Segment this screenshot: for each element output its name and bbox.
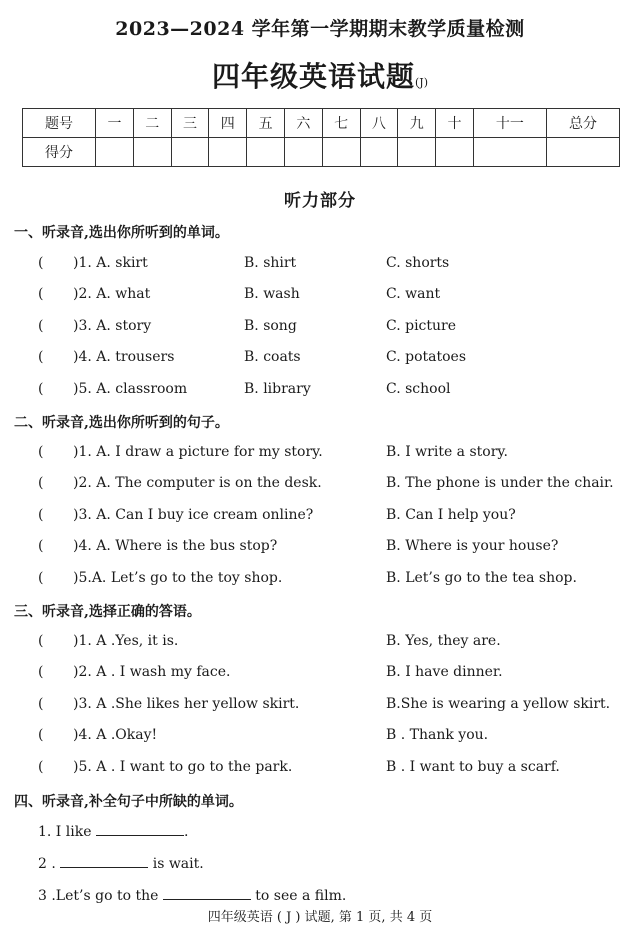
part1-option-c: C. want	[386, 286, 441, 302]
part1-option-a: )5. A. classroom	[73, 381, 188, 397]
part3-answer-paren[interactable]: (	[38, 696, 44, 712]
score-row-label: 得分	[23, 138, 96, 167]
fill-in-blank[interactable]	[163, 886, 251, 900]
sentence-prefix: 3 .Let’s go to the	[38, 888, 163, 904]
main-title-suffix: (J)	[415, 76, 428, 89]
part3-option-b: B. I have dinner.	[386, 664, 503, 680]
sentence-suffix: is wait.	[148, 856, 204, 872]
part2-option-a: )2. A. The computer is on the desk.	[73, 475, 322, 491]
score-entry-cell[interactable]	[322, 138, 360, 167]
score-cell: 三	[171, 109, 209, 138]
part3-option-a: )2. A . I wash my face.	[73, 664, 231, 680]
sentence-suffix: .	[183, 824, 189, 840]
part3-title: 三、听录音,选择正确的答语。	[14, 604, 201, 620]
part1-option-b: B. wash	[244, 286, 300, 302]
score-entry-cell[interactable]	[546, 138, 619, 167]
score-entry-cell[interactable]	[473, 138, 546, 167]
part2-option-a: )5.A. Let’s go to the toy shop.	[73, 570, 283, 586]
score-cell: 十一	[473, 109, 546, 138]
part1-option-c: C. potatoes	[386, 349, 467, 365]
part2-option-b: B. Can I help you?	[386, 507, 516, 523]
listening-section-heading: 听力部分	[284, 191, 356, 211]
part3-answer-paren[interactable]: (	[38, 633, 44, 649]
part1-title: 一、听录音,选出你所听到的单词。	[14, 225, 229, 241]
score-entry-cell[interactable]	[171, 138, 209, 167]
exam-main-title	[0, 55, 640, 95]
part1-option-b: B. shirt	[244, 255, 297, 271]
part1-answer-paren[interactable]: (	[38, 255, 44, 271]
fill-in-blank[interactable]	[96, 822, 184, 836]
page-footer: 四年级英语 ( J ) 试题, 第 1 页, 共 4 页	[207, 910, 433, 925]
score-table	[22, 108, 620, 167]
exam-year-title: 2023—2024 学年第一学期期末教学质量检测	[115, 18, 525, 40]
part3-option-b: B . I want to buy a scarf.	[386, 759, 560, 775]
score-cell: 九	[398, 109, 436, 138]
score-entry-cell[interactable]	[284, 138, 322, 167]
part1-option-c: C. picture	[386, 318, 457, 334]
part3-option-b: B.She is wearing a yellow skirt.	[386, 696, 611, 712]
score-entry-cell[interactable]	[209, 138, 247, 167]
score-cell: 六	[284, 109, 322, 138]
part3-option-a: )4. A .Okay!	[73, 727, 158, 743]
part2-answer-paren[interactable]: (	[38, 538, 44, 554]
score-cell: 一	[96, 109, 134, 138]
sentence-prefix: 1. I like	[38, 824, 96, 840]
score-entry-cell[interactable]	[247, 138, 285, 167]
part1-option-a: )3. A. story	[73, 318, 152, 334]
part1-option-a: )2. A. what	[73, 286, 151, 302]
sentence-suffix: to see a film.	[250, 888, 347, 904]
part4-sentence	[38, 822, 188, 840]
part2-answer-paren[interactable]: (	[38, 570, 44, 586]
part4-sentence	[38, 886, 346, 904]
part3-option-a: )3. A .She likes her yellow skirt.	[73, 696, 300, 712]
score-entry-cell[interactable]	[360, 138, 398, 167]
part1-option-b: B. song	[244, 318, 297, 334]
part3-option-b: B. Yes, they are.	[386, 633, 501, 649]
part1-answer-paren[interactable]: (	[38, 286, 44, 302]
score-table-header-row	[23, 109, 620, 138]
score-cell: 七	[322, 109, 360, 138]
score-cell: 二	[133, 109, 171, 138]
part1-answer-paren[interactable]: (	[38, 318, 44, 334]
score-cell: 五	[247, 109, 285, 138]
part2-title: 二、听录音,选出你所听到的句子。	[14, 415, 229, 431]
part2-answer-paren[interactable]: (	[38, 475, 44, 491]
score-entry-cell[interactable]	[133, 138, 171, 167]
part1-option-b: B. library	[244, 381, 311, 397]
part2-option-b: B. The phone is under the chair.	[386, 475, 614, 491]
part1-option-b: B. coats	[244, 349, 301, 365]
part1-option-a: )4. A. trousers	[73, 349, 175, 365]
part1-answer-paren[interactable]: (	[38, 381, 44, 397]
part3-option-a: )5. A . I want to go to the park.	[73, 759, 293, 775]
score-cell: 题号	[23, 109, 96, 138]
part2-option-b: B. Where is your house?	[386, 538, 559, 554]
part2-answer-paren[interactable]: (	[38, 507, 44, 523]
part2-option-b: B. I write a story.	[386, 444, 508, 460]
part2-option-b: B. Let’s go to the tea shop.	[386, 570, 577, 586]
fill-in-blank[interactable]	[60, 854, 148, 868]
score-cell: 八	[360, 109, 398, 138]
part2-option-a: )4. A. Where is the bus stop?	[73, 538, 278, 554]
part3-option-a: )1. A .Yes, it is.	[73, 633, 179, 649]
score-entry-cell[interactable]	[398, 138, 436, 167]
part2-option-a: )1. A. I draw a picture for my story.	[73, 444, 323, 460]
part2-option-a: )3. A. Can I buy ice cream online?	[73, 507, 314, 523]
part1-option-c: C. school	[386, 381, 451, 397]
score-cell: 总分	[546, 109, 619, 138]
score-cell: 四	[209, 109, 247, 138]
part4-title: 四、听录音,补全句子中所缺的单词。	[14, 794, 243, 810]
part3-option-b: B . Thank you.	[386, 727, 489, 743]
sentence-prefix: 2 .	[38, 856, 61, 872]
score-entry-cell[interactable]	[96, 138, 134, 167]
score-entry-cell[interactable]	[436, 138, 474, 167]
part3-answer-paren[interactable]: (	[38, 759, 44, 775]
score-table-score-row	[23, 138, 620, 167]
score-cell: 十	[436, 109, 474, 138]
part2-answer-paren[interactable]: (	[38, 444, 44, 460]
part1-option-a: )1. A. skirt	[73, 255, 148, 271]
main-title-text: 四年级英语试题	[211, 60, 415, 93]
part4-sentence	[38, 854, 204, 872]
part3-answer-paren[interactable]: (	[38, 727, 44, 743]
part1-answer-paren[interactable]: (	[38, 349, 44, 365]
part1-option-c: C. shorts	[386, 255, 450, 271]
part3-answer-paren[interactable]: (	[38, 664, 44, 680]
